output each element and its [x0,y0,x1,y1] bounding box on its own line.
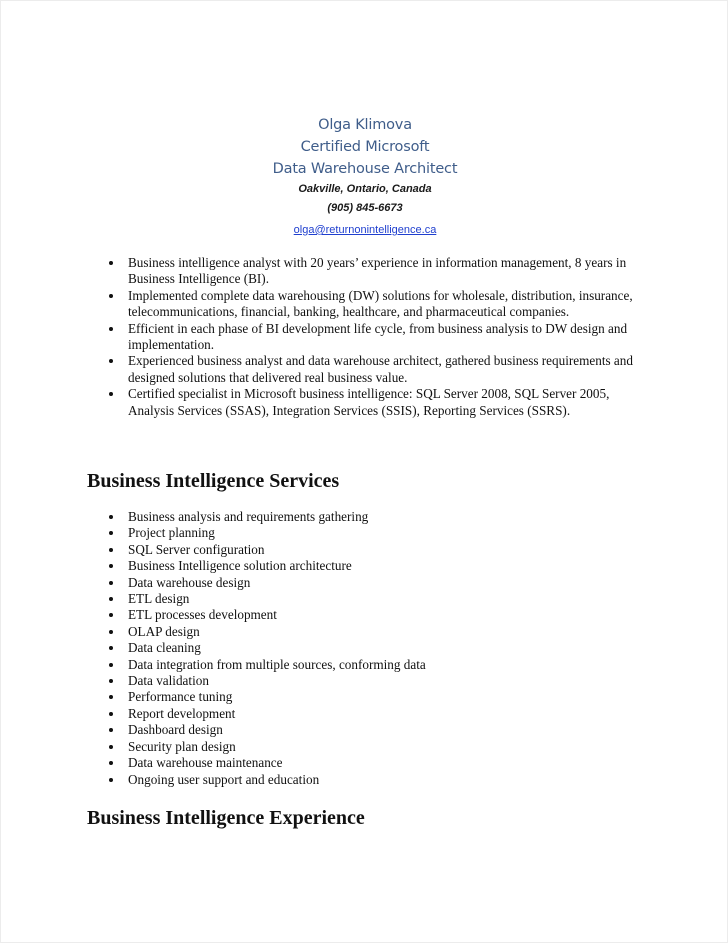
bullet-icon [109,261,113,265]
list-item [107,673,637,689]
list-item [107,321,637,354]
list-item-text: SQL Server configuration [128,541,265,557]
bullet-icon [109,728,113,732]
list-item-text: Dashboard design [128,722,223,738]
candidate-name: Olga Klimova [318,117,412,133]
list-item-text: Performance tuning [128,689,233,705]
summary-list [107,255,637,419]
list-item [107,575,637,591]
bullet-icon [109,564,113,568]
list-item [107,525,637,541]
bullet-icon [109,679,113,683]
list-item-text: Data cleaning [128,640,201,656]
list-item [107,255,637,288]
list-item [107,509,637,525]
candidate-title-line2: Data Warehouse Architect [272,161,458,177]
list-item-text: Business Intelligence solution architecture [128,558,352,574]
bullet-icon [109,630,113,634]
list-item [107,657,637,673]
bullet-icon [109,695,113,699]
list-item [107,288,637,321]
list-item [107,558,637,574]
list-item [107,772,637,788]
list-item-text: Implemented complete data warehousing (DW) solutions for wholesale, distribution, insurance, telecommunications, financial, banking, healthcare, and pharmaceutical companies. [128,287,633,320]
bullet-icon [109,613,113,617]
bullet-icon [109,515,113,519]
candidate-location: Oakville, Ontario, Canada [298,183,432,195]
bullet-icon [109,597,113,601]
bullet-icon [109,745,113,749]
bullet-icon [109,581,113,585]
list-item-text: Business intelligence analyst with 20 years’ experience in information management, 8 years in Business Intelligence (BI). [128,255,627,287]
list-item-text: Data warehouse design [128,574,251,590]
bullet-icon [109,531,113,535]
list-item [107,624,637,640]
section-heading-experience: Business Intelligence Experience [87,807,365,829]
list-item-text: Project planning [128,525,215,541]
section-heading-services: Business Intelligence Services [87,470,340,492]
candidate-email-link[interactable]: olga@returnonintelligence.ca [293,224,437,236]
list-item-text: OLAP design [128,623,200,639]
list-item-text: Report development [128,705,236,721]
list-item-text: Data integration from multiple sources, conforming data [128,656,426,672]
list-item [107,755,637,771]
bullet-icon [109,761,113,765]
list-item-text: Security plan design [128,738,236,754]
list-item [107,706,637,722]
bullet-icon [109,712,113,716]
bullet-icon [109,663,113,667]
list-item [107,722,637,738]
list-item [107,591,637,607]
bullet-icon [109,294,113,298]
list-item-text: Data warehouse maintenance [128,755,283,771]
services-list [107,509,637,788]
list-item [107,353,637,386]
list-item-text: Experienced business analyst and data warehouse architect, gathered business requirements and designed solutions that delivered real business value. [128,353,633,385]
list-item-text: Ongoing user support and education [128,771,320,787]
resume-header [1,114,728,240]
list-item [107,689,637,705]
bullet-icon [109,778,113,782]
candidate-phone: (905) 845-6673 [327,202,403,214]
list-item-text: Certified specialist in Microsoft business intelligence: SQL Server 2008, SQL Server 2005, Analysis Services (SSAS), Integration Services (SSIS), Reporting Services (SSRS). [128,386,610,418]
list-item-text: Data validation [128,673,209,689]
candidate-title-line1: Certified Microsoft [300,139,430,155]
list-item-text: ETL design [128,591,190,607]
bullet-icon [109,327,113,331]
bullet-icon [109,548,113,552]
list-item [107,640,637,656]
list-item [107,386,637,419]
list-item [107,607,637,623]
bullet-icon [109,646,113,650]
bullet-icon [109,359,113,363]
list-item-text: Efficient in each phase of BI development life cycle, from business analysis to DW design and implementation. [128,320,628,353]
list-item [107,542,637,558]
list-item [107,739,637,755]
list-item-text: Business analysis and requirements gathering [128,509,369,524]
bullet-icon [109,392,113,396]
list-item-text: ETL processes development [128,607,277,623]
